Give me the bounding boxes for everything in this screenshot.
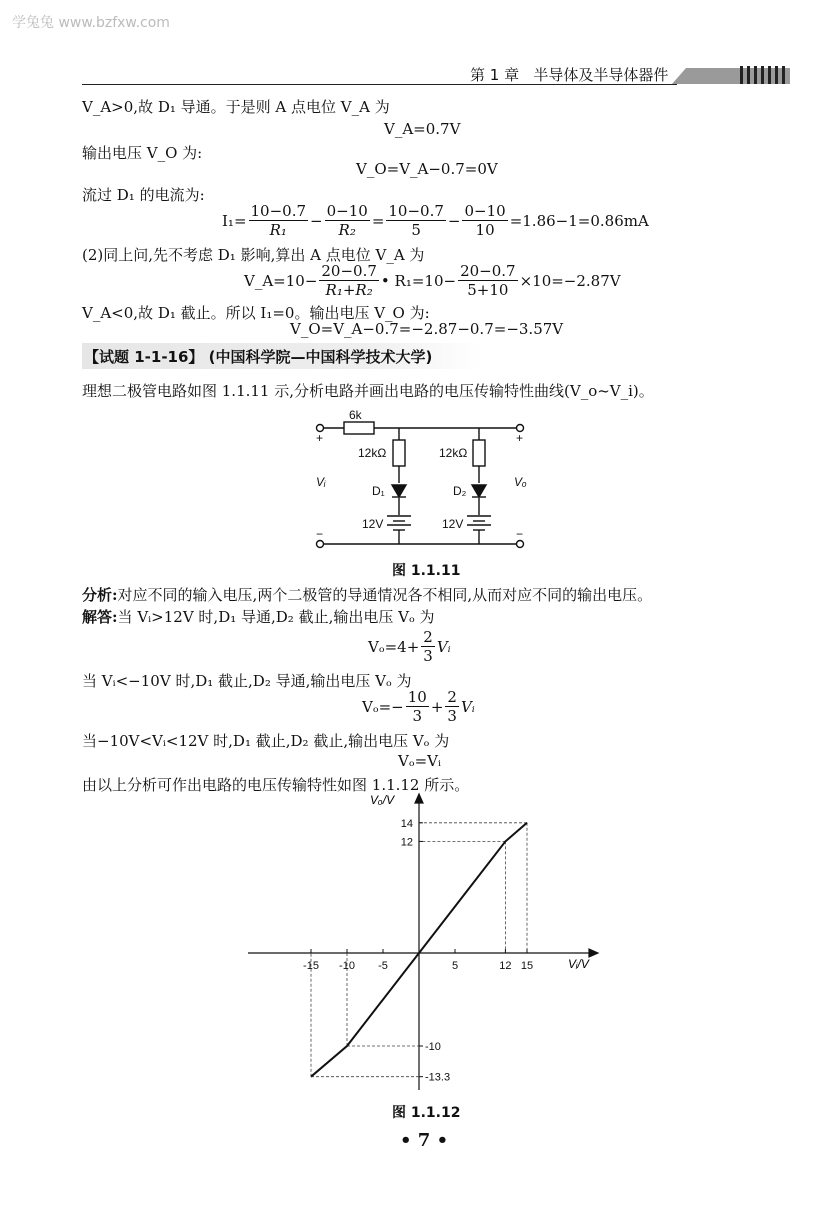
fraction	[462, 202, 507, 239]
numerator: 2	[447, 688, 457, 706]
label-battery2: 12V	[442, 517, 464, 531]
x-tick-label: 12	[499, 960, 512, 972]
equation-va: V_A=0.7V	[384, 120, 461, 138]
chapter-number: 第 1 章	[470, 66, 520, 84]
text-line-current: 流过 D₁ 的电流为:	[82, 186, 205, 204]
equals: =	[371, 211, 385, 230]
numerator: 0−10	[464, 202, 506, 220]
eqb-plus: +	[430, 697, 444, 716]
numerator: 10−0.7	[250, 202, 307, 220]
fraction	[386, 202, 446, 239]
denominator: 5+10	[467, 281, 509, 299]
minus: −	[447, 211, 461, 230]
numerator: 0−10	[326, 202, 368, 220]
equation-va-part2	[244, 262, 621, 299]
label-minus-in: −	[316, 527, 324, 541]
circuit-diagram	[300, 408, 540, 552]
label-vi: Vᵢ	[316, 475, 326, 489]
numerator: 2	[423, 628, 433, 646]
denominator: R₁+R₂	[325, 281, 373, 299]
label-battery1: 12V	[362, 517, 384, 531]
eq3-tail: =1.86−1=0.86mA	[509, 211, 649, 230]
numerator: 10−0.7	[388, 202, 444, 220]
problem-banner: 【试题 1-1-16】 (中国科学院—中国科学技术大学)	[84, 348, 433, 366]
input-terminal-bottom	[317, 541, 324, 548]
label-minus-out: −	[516, 527, 524, 541]
fraction	[319, 262, 379, 299]
label-plus-out: +	[516, 431, 524, 445]
x-axis-label: Vᵢ/V	[568, 957, 589, 971]
eq4-lhs: V_A=10−	[244, 271, 318, 290]
eq4-mid: • R₁=10−	[380, 271, 457, 290]
eqb-lhs: Vₒ=−	[362, 697, 404, 716]
text-line-va-positive: V_A>0,故 D₁ 导通。于是则 A 点电位 V_A 为	[82, 98, 390, 116]
answer-paragraph-3: 当−10V<Vᵢ<12V 时,D₁ 截止,D₂ 截止,输出电压 Vₒ 为	[82, 732, 450, 750]
label-plus-in: +	[316, 431, 324, 445]
analysis-text: 对应不同的输入电压,两个二极管的导通情况各不相同,从而对应不同的输出电压。	[117, 586, 653, 604]
equation-i1	[222, 202, 649, 239]
fraction	[445, 688, 459, 725]
numerator: 20−0.7	[321, 262, 377, 280]
text-line-part2: (2)同上问,先不考虑 D₁ 影响,算出 A 点电位 V_A 为	[82, 246, 425, 264]
denominator: R₂	[338, 221, 356, 239]
fraction	[325, 202, 370, 239]
eq4-tail: ×10=−2.87V	[519, 271, 621, 290]
numerator: 20−0.7	[460, 262, 516, 280]
label-vo: Vₒ	[514, 475, 527, 489]
x-tick-label: 5	[451, 960, 459, 972]
x-tick-label: -10	[339, 960, 355, 972]
fraction	[406, 688, 429, 725]
battery-1	[387, 516, 411, 530]
y-tick-label: 14	[400, 817, 413, 830]
label-r2: 12kΩ	[439, 446, 468, 460]
header-rule	[82, 84, 677, 85]
figure-caption-2: 图 1.1.12	[392, 1105, 461, 1121]
resistor-r1	[393, 440, 405, 466]
battery-2	[467, 516, 491, 530]
y-tick-label: -13.3	[425, 1071, 451, 1084]
y-axis-label: Vₒ/V	[370, 793, 395, 807]
eq3-lhs: I₁=	[222, 211, 247, 230]
answer-text-1: 当 Vᵢ>12V 时,D₁ 导通,D₂ 截止,输出电压 Vₒ 为	[117, 608, 435, 626]
output-terminal-bottom	[517, 541, 524, 548]
label-r1: 12kΩ	[358, 446, 387, 460]
y-tick-label: -10	[425, 1041, 441, 1053]
denominator: 3	[423, 647, 433, 665]
equation-vo: V_O=V_A−0.7=0V	[356, 160, 498, 178]
x-tick-label: -15	[303, 960, 319, 972]
resistor-6k	[344, 422, 374, 434]
analysis-label: 分析:	[82, 586, 118, 604]
x-tick-label: 15	[520, 960, 534, 972]
resistor-r2	[473, 440, 485, 466]
equation-case2	[362, 688, 475, 725]
x-tick-label: -5	[378, 960, 388, 972]
chapter-title: 半导体及半导体器件	[533, 66, 669, 84]
diode-d2	[472, 485, 486, 497]
y-tick-label: 12	[400, 836, 413, 849]
figure-caption-1: 图 1.1.11	[392, 563, 461, 579]
conclusion-text: 由以上分析可作出电路的电压传输特性如图 1.1.12 所示。	[82, 776, 470, 794]
problem-statement: 理想二极管电路如图 1.1.11 示,分析电路并画出电路的电压传输特性曲线(V_o~V_i)。	[82, 382, 654, 400]
label-d1: D₁	[372, 484, 385, 498]
denominator: 5	[411, 221, 421, 239]
page-number: • 7 •	[400, 1130, 449, 1151]
x-axis-arrow	[589, 949, 598, 957]
y-axis-arrow	[415, 794, 423, 803]
eqb-tail: Vᵢ	[460, 697, 475, 716]
denominator: 10	[475, 221, 495, 239]
label-6k: 6k	[349, 408, 362, 422]
minus: −	[310, 211, 323, 230]
equation-case3: Vₒ=Vᵢ	[398, 752, 442, 770]
answer-paragraph-1	[82, 606, 435, 627]
answer-label: 解答:	[82, 608, 118, 626]
answer-paragraph-2: 当 Vᵢ<−10V 时,D₁ 截止,D₂ 导通,输出电压 Vₒ 为	[82, 672, 412, 690]
label-d2: D₂	[453, 484, 467, 498]
fraction	[458, 262, 518, 299]
analysis-paragraph	[82, 584, 652, 605]
eqa-tail: Vᵢ	[436, 637, 451, 656]
equation-case1	[368, 628, 451, 665]
running-header	[470, 64, 668, 85]
denominator: 3	[412, 707, 423, 725]
watermark: 学兔兔 www.bzfxw.com	[12, 15, 170, 31]
fraction	[249, 202, 309, 239]
denominator: 3	[447, 707, 457, 725]
text-line-output-voltage: 输出电压 V_O 为:	[82, 144, 203, 162]
eqa-lhs: Vₒ=4+	[368, 637, 420, 656]
diode-d1	[392, 485, 406, 497]
denominator: R₁	[269, 221, 287, 239]
fraction	[421, 628, 435, 665]
equation-vo-part2: V_O=V_A−0.7=−2.87−0.7=−3.57V	[290, 320, 564, 338]
numerator: 10	[407, 688, 427, 706]
transfer-characteristic-chart	[230, 790, 610, 1095]
header-decoration	[672, 62, 790, 86]
text-line-va-negative: V_A<0,故 D₁ 截止。所以 I₁=0。输出电压 V_O 为:	[82, 304, 430, 322]
